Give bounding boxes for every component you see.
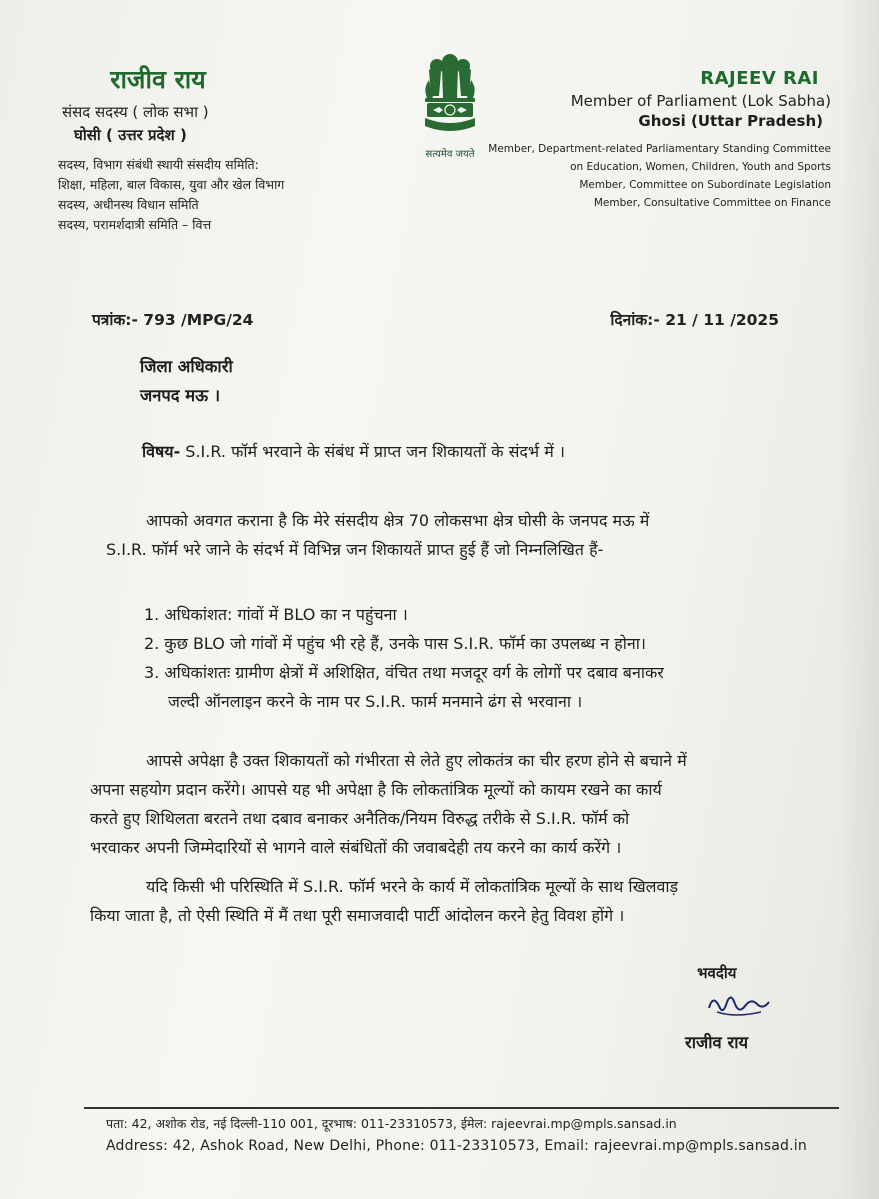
paragraph-line: करते हुए शिथिलता बरतने तथा दबाव बनाकर अनैतिक/नियम विरुद्ध तरीके से S.I.R. फॉर्म को: [90, 809, 630, 828]
addressee-line: जनपद मऊ ।: [140, 386, 221, 405]
complaint-list: [144, 600, 804, 716]
paragraph-line: यदि किसी भी परिस्थिति में S.I.R. फॉर्म भरने के कार्य में लोकतांत्रिक मूल्यों के साथ खिलवाड़: [146, 877, 679, 896]
signoff: भवदीय: [697, 964, 737, 982]
addressee: [140, 352, 233, 410]
emblem-motto: सत्यमेव जयते: [425, 149, 475, 160]
paragraph-line: भरवाकर अपनी जिम्मेदारियों से भागने वाले संबंधितों की जवाबदेही तय करने का कार्य करेंगे ।: [90, 838, 622, 857]
constituency-hindi: घोसी ( उत्तर प्रदेश ): [74, 126, 187, 144]
list-item-continuation: जल्दी ऑनलाइन करने के नाम पर S.I.R. फार्म मनमाने ढंग से भरवाना ।: [168, 692, 583, 711]
role-line: शिक्षा, महिला, बाल विकास, युवा और खेल विभाग: [58, 177, 285, 192]
role-line: Member, Department-related Parliamentary Standing Committee: [488, 143, 831, 155]
role-line: सदस्य, विभाग संबंधी स्थायी संसदीय समिति:: [58, 157, 259, 172]
request-paragraph: [90, 746, 790, 862]
designation-english: Member of Parliament (Lok Sabha): [570, 92, 831, 110]
footer-divider: [84, 1107, 839, 1109]
paragraph-line: S.I.R. फॉर्म भरे जाने के संदर्भ में विभिन्न जन शिकायतें प्राप्त हुई हैं जो निम्नलिखित हैं-: [106, 540, 604, 559]
role-line: on Education, Women, Children, Youth and Sports: [570, 161, 831, 173]
subject-text: S.I.R. फॉर्म भरवाने के संबंध में प्राप्त जन शिकायतों के संदर्भ में ।: [180, 442, 565, 461]
list-item: 2. कुछ BLO जो गांवों में पहुंच भी रहे हैं, उनके पास S.I.R. फॉर्म का उपलब्ध न होना।: [144, 634, 646, 653]
committee-roles-hindi: [58, 155, 378, 235]
sender-name-hindi: राजीव राय: [110, 65, 206, 94]
handwritten-signature: [705, 988, 775, 1022]
letter-date: दिनांक:- 21 / 11 /2025: [610, 311, 779, 329]
role-line: Member, Committee on Subordinate Legislation: [579, 179, 831, 191]
sender-name-english: RAJEEV RAI: [700, 68, 819, 89]
intro-paragraph: [90, 506, 790, 564]
signatory-name: राजीव राय: [685, 1033, 749, 1052]
letterhead-hindi: [58, 62, 378, 235]
paragraph-line: आपसे अपेक्षा है उक्त शिकायतों को गंभीरता से लेते हुए लोकतंत्र का चीर हरण होने से बचाने में: [146, 751, 687, 770]
subject-label: विषय-: [142, 442, 181, 461]
reference-number: पत्रांक:- 793 /MPG/24: [92, 311, 254, 329]
role-line: सदस्य, अधीनस्थ विधान समिति: [58, 197, 199, 212]
footer-address: [106, 1113, 807, 1157]
page-edge-shadow: [839, 0, 879, 1199]
list-item: 1. अधिकांशत: गांवों में BLO का न पहुंचना ।: [144, 605, 408, 624]
role-line: Member, Consultative Committee on Finance: [593, 197, 831, 209]
designation-hindi: संसद सदस्य ( लोक सभा ): [62, 103, 209, 121]
footer-address-english: Address: 42, Ashok Road, New Delhi, Phone: 011-23310573, Email: rajeevrai.mp@mpls.sansad.in: [106, 1138, 807, 1154]
paragraph-line: किया जाता है, तो ऐसी स्थिति में मैं तथा पूरी समाजवादी पार्टी आंदोलन करने हेतु विवश होंगे ।: [90, 906, 625, 925]
constituency-english: Ghosi (Uttar Pradesh): [638, 112, 823, 130]
role-line: सदस्य, परामर्शदात्री समिति – वित्त: [58, 217, 212, 232]
addressee-line: जिला अधिकारी: [140, 357, 233, 376]
letterhead-english: [411, 68, 831, 212]
warning-paragraph: [90, 872, 790, 930]
paragraph-line: आपको अवगत कराना है कि मेरे संसदीय क्षेत्र 70 लोकसभा क्षेत्र घोसी के जनपद मऊ में: [146, 511, 650, 530]
footer-address-hindi: पता: 42, अशोक रोड, नई दिल्ली-110 001, दूरभाष: 011-23310573, ईमेल: rajeevrai.mp@mpls.sansad.in: [106, 1116, 677, 1131]
paragraph-line: अपना सहयोग प्रदान करेंगे। आपसे यह भी अपेक्षा है कि लोकतांत्रिक मूल्यों को कायम रखने का कार्य: [90, 780, 662, 799]
committee-roles-english: [411, 140, 831, 212]
list-item: 3. अधिकांशतः ग्रामीण क्षेत्रों में अशिक्षित, वंचित तथा मजदूर वर्ग के लोगों पर दबाव बनाकर: [144, 663, 664, 682]
subject-line: [142, 440, 782, 462]
